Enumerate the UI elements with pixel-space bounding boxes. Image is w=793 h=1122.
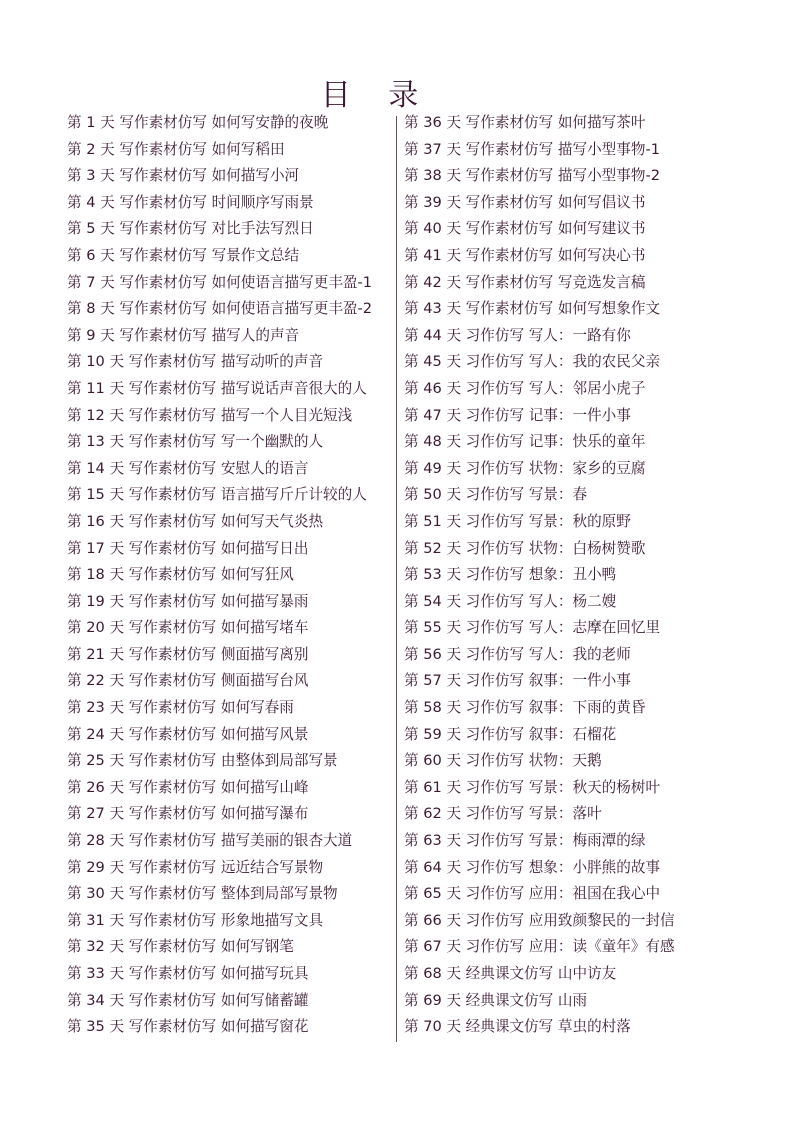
toc-entry: 第 47 天 习作仿写 记事：一件小事	[404, 406, 631, 424]
toc-entry: 第 2 天 写作素材仿写 如何写稻田	[67, 140, 285, 158]
toc-entry: 第 51 天 习作仿写 写景：秋的原野	[404, 512, 631, 530]
toc-entry: 第 36 天 写作素材仿写 如何描写茶叶	[404, 114, 646, 131]
toc-entry: 第 33 天 写作素材仿写 如何描写玩具	[67, 965, 309, 982]
toc-entry: 第 52 天 习作仿写 状物：白杨树赞歌	[404, 539, 646, 557]
toc-entry: 第 26 天 写作素材仿写 如何描写山峰	[67, 778, 309, 796]
toc-entry: 第 3 天 写作素材仿写 如何描写小河	[67, 167, 300, 185]
toc-entry: 第 17 天 写作素材仿写 如何描写日出	[67, 539, 309, 557]
toc-entry: 第 49 天 习作仿写 状物：家乡的豆腐	[404, 459, 646, 477]
toc-entry: 第 68 天 经典课文仿写 山中访友	[404, 965, 617, 982]
page-title: 目 录	[320, 78, 433, 113]
toc-entry: 第 29 天 写作素材仿写 远近结合写景物	[67, 858, 324, 876]
toc-entry: 第 4 天 写作素材仿写 时间顺序写雨景	[67, 193, 314, 211]
toc-entry: 第 24 天 写作素材仿写 如何描写风景	[67, 725, 309, 743]
toc-entry: 第 25 天 写作素材仿写 由整体到局部写景	[67, 752, 338, 770]
toc-entry: 第 37 天 写作素材仿写 描写小型事物-1	[404, 140, 660, 158]
toc-entry: 第 48 天 习作仿写 记事：快乐的童年	[404, 433, 646, 451]
toc-entry: 第 7 天 写作素材仿写 如何使语言描写更丰盈-1	[67, 273, 373, 291]
toc-entry: 第 61 天 习作仿写 写景：秋天的杨树叶	[404, 778, 661, 796]
toc-entry: 第 57 天 习作仿写 叙事：一件小事	[404, 672, 631, 690]
toc-entry: 第 12 天 写作素材仿写 描写一个人目光短浅	[67, 406, 353, 424]
toc-entry: 第 10 天 写作素材仿写 描写动听的声音	[67, 353, 324, 371]
toc-entry: 第 60 天 习作仿写 状物：天鹅	[404, 752, 602, 770]
toc-entry: 第 65 天 习作仿写 应用：祖国在我心中	[404, 885, 661, 903]
toc-entry: 第 41 天 写作素材仿写 如何写决心书	[404, 246, 646, 264]
toc-entry: 第 69 天 经典课文仿写 山雨	[404, 991, 588, 1009]
toc-entry: 第 42 天 写作素材仿写 写竞选发言稿	[404, 273, 646, 291]
toc-entry: 第 11 天 写作素材仿写 描写说话声音很大的人	[67, 379, 367, 397]
toc-entry: 第 40 天 写作素材仿写 如何写建议书	[404, 220, 646, 238]
toc-entry: 第 27 天 写作素材仿写 如何描写瀑布	[67, 805, 309, 823]
toc-left-column	[67, 110, 395, 1041]
toc-entry: 第 13 天 写作素材仿写 写一个幽默的人	[67, 433, 324, 451]
toc-entry: 第 14 天 写作素材仿写 安慰人的语言	[67, 459, 309, 477]
toc-entry: 第 55 天 习作仿写 写人：志摩在回忆里	[404, 619, 661, 637]
toc-entry: 第 64 天 习作仿写 想象：小胖熊的故事	[404, 858, 661, 876]
toc-entry: 第 56 天 习作仿写 写人：我的老师	[404, 645, 631, 663]
toc-entry: 第 39 天 写作素材仿写 如何写倡议书	[404, 193, 646, 211]
toc-entry: 第 35 天 写作素材仿写 如何描写窗花	[67, 1018, 309, 1036]
toc-entry: 第 54 天 习作仿写 写人：杨二嫂	[404, 592, 617, 610]
toc-entry: 第 43 天 写作素材仿写 如何写想象作文	[404, 300, 661, 318]
toc-entry: 第 34 天 写作素材仿写 如何写储蓄罐	[67, 991, 309, 1009]
toc-entry: 第 5 天 写作素材仿写 对比手法写烈日	[67, 220, 314, 238]
toc-entry: 第 46 天 习作仿写 写人：邻居小虎子	[404, 379, 646, 397]
toc-entry: 第 23 天 写作素材仿写 如何写春雨	[67, 699, 294, 717]
toc-entry: 第 44 天 习作仿写 写人：一路有你	[404, 326, 631, 344]
toc-entry: 第 38 天 写作素材仿写 描写小型事物-2	[404, 167, 660, 185]
toc-entry: 第 15 天 写作素材仿写 语言描写斤斤计较的人	[67, 486, 367, 504]
toc-entry: 第 9 天 写作素材仿写 描写人的声音	[67, 326, 300, 344]
toc-entry: 第 59 天 习作仿写 叙事：石榴花	[404, 725, 617, 743]
toc-entry: 第 45 天 习作仿写 写人：我的农民父亲	[404, 353, 661, 371]
toc-entry: 第 19 天 写作素材仿写 如何描写暴雨	[67, 592, 309, 610]
toc-entry: 第 50 天 习作仿写 写景：春	[404, 486, 588, 504]
toc-entry: 第 66 天 习作仿写 应用致颜黎民的一封信	[404, 911, 675, 929]
column-divider	[396, 116, 397, 1042]
toc-entry: 第 6 天 写作素材仿写 写景作文总结	[67, 246, 300, 264]
toc-entry: 第 16 天 写作素材仿写 如何写天气炎热	[67, 512, 324, 530]
toc-entry: 第 18 天 写作素材仿写 如何写狂风	[67, 566, 294, 584]
toc-right-column	[404, 110, 744, 1041]
toc-entry: 第 67 天 习作仿写 应用：读《童年》有感	[404, 938, 675, 956]
toc-entry: 第 30 天 写作素材仿写 整体到局部写景物	[67, 885, 338, 903]
toc-entry: 第 53 天 习作仿写 想象：丑小鸭	[404, 566, 617, 584]
toc-entry: 第 21 天 写作素材仿写 侧面描写离别	[67, 645, 309, 663]
toc-entry: 第 1 天 写作素材仿写 如何写安静的夜晚	[67, 114, 329, 131]
toc-entry: 第 28 天 写作素材仿写 描写美丽的银杏大道	[67, 832, 353, 850]
toc-entry: 第 58 天 习作仿写 叙事：下雨的黄昏	[404, 699, 646, 717]
toc-entry: 第 22 天 写作素材仿写 侧面描写台风	[67, 672, 309, 690]
toc-entry: 第 20 天 写作素材仿写 如何描写堵车	[67, 619, 309, 637]
toc-entry: 第 32 天 写作素材仿写 如何写钢笔	[67, 938, 294, 956]
toc-entry: 第 62 天 习作仿写 写景：落叶	[404, 805, 602, 823]
toc-entry: 第 8 天 写作素材仿写 如何使语言描写更丰盈-2	[67, 300, 373, 318]
toc-entry: 第 63 天 习作仿写 写景：梅雨潭的绿	[404, 832, 646, 850]
toc-entry: 第 70 天 经典课文仿写 草虫的村落	[404, 1018, 631, 1036]
toc-entry: 第 31 天 写作素材仿写 形象地描写文具	[67, 911, 324, 929]
